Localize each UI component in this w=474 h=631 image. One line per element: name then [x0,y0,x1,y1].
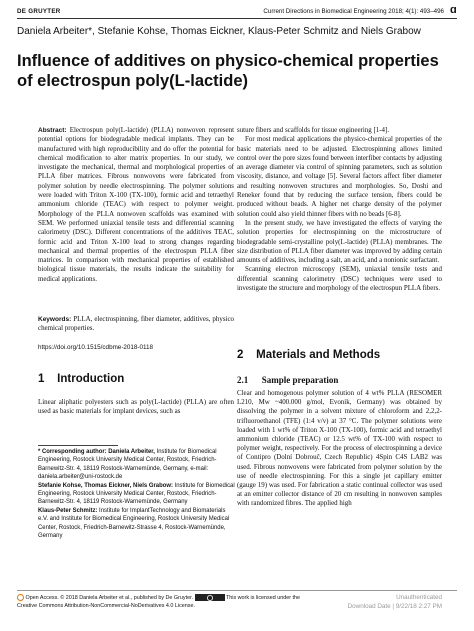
author-list: Daniela Arbeiter*, Stefanie Kohse, Thomas Eickner, Klaus-Peter Schmitz and Niels Grabow [17,26,421,37]
publisher-name: DE GRUYTER [17,8,61,15]
license-text-2: This work is licensed under the Creative Commons Attribution-NonCommercial-NoDerivatives 4.0 License. [17,594,300,609]
abstract-label: Abstract: [38,127,67,134]
doi-link[interactable]: https://doi.org/10.1515/cdbme-2018-0118 [38,344,154,351]
affiliation-3 [38,507,236,541]
open-access-icon: ɑ [450,4,457,16]
creative-commons-badge[interactable] [195,594,225,601]
article-title: Influence of additives on physico-chemical properties of electrospun poly(L-lactide) [17,52,439,90]
paragraph-4: Scanning electron microscopy (SEM), uniaxial tensile tests and differential scanning calorimetry (DSC) techniques were used to investigate the structure and morphology of the electrospun PLLA fibers. [237,265,442,293]
download-watermark [300,594,442,611]
journal-reference: Current Directions in Biomedical Engineering 2018; 4(1): 493–496 [263,8,444,15]
abstract [38,126,234,284]
open-access-lock-icon [17,594,24,601]
affiliation-3-text: Institute for ImplantTechnology and Biomaterials e.V. and Institute for Biomedical Engineering, Rostock University Medical Center, Rostock, Friedrich-Barnewitz-Strasse 4, Rostock-Warnemünde, Germany [38,507,230,540]
footnote-rule [38,445,118,446]
affiliation-1-text: Institute for Biomedical Engineering, Rostock University Medical Center, Rostock, Friedrich-Barnewitz-Str. 4, 18119 Rostock-Warnemünde, Germany, e-mail: daniela.arbeiter@uni-rostock.de [38,449,217,481]
watermark-line-1: Unauthenticated [396,594,442,601]
affiliation-2-name: Stefanie Kohse, Thomas Eickner, Niels Grabow: [38,482,173,489]
methods-text: Clear and homogenous polymer solution of 4 wt% PLLA (RESOMER L210, Mw ~400.000 g/mol, Evonik, Germany) was obtained by dissolving the polymer in a solvent mixture of chloroform and 2,2,2-trifluoroethanol (TFE) (1:4 v/v) at 37 °C. The polymer solutions were loaded with 1 wt% of Triton X-100 (TX-100), formic acid and tetraethyl ammonium chloride (TEAC) or 12.5 wt% of TX-100 with respect to polymer weight, respectively. For the process of electrospinning a device of Contipro (Dolní Dobrouč, Czech Republic) 4Spin C4S LAB2 was used. Fibrous nonwovens were fabricated from polymer solution by the use of needle electrospinning. For this a single jet capillary emitter (gauge 19) was used. For fabrication a static continual collector was used at an emitter collector distance of 20 cm resulting in nonwoven samples with randomized fibres. The applied high [237,389,442,508]
section-heading-materials: 2 Materials and Methods [237,349,381,361]
cc-icon [207,595,213,601]
paragraph-2: For most medical applications the physico-chemical properties of the basic materials need to be adjusted. Electrospinning allows limited control over the pore sizes found between interfiber contacts by adjusting an average diameter via control of spinning parameters, such as solution viscosity, distance, and voltage [5]. Several factors affect fiber diameter and resulting nonwoven structures and morphologies. So, Doshi and Reneker found that by reducing the surface tension, fibers could be produced without beads. A higher net charge density of the polymer solution could also yield thinner fibers with no beads [6-8]. [237,135,442,218]
abstract-text: Electrospun poly(L-lactide) (PLLA) nonwoven represent potential options for biodegradable medical implants. They can be manufactured with high reproducibility and do offer the potential for chemical modification to alter matrix properties. In our study, we investigate the mechanical, thermal and morphological properties of PLLA fiber matrices. Fibrous nonwovens were fabricated from polymer solution by needle electrospinning. The polymer solutions were loaded with Triton X-100 (TX-100), formic acid and tetraethyl ammonium chloride (TEAC) with respect to polymer weight. Morphology of the PLLA nonwoven scaffolds was examined with SEM. We performed uniaxial tensile tests and differential scanning calorimetry (DSC). Different concentrations of the additives TEAC, formic acid and Triton X-100 lead to strong changes regarding mechanical and thermal properties of the electrospun PLLA fiber matrices. In comparison with mechanical properties of established biological tissue materials, the results indicate the suitability for medical applications. [38,126,235,283]
affiliation-1-name: * Corresponding author: Daniela Arbeiter, [38,449,155,455]
subsection-heading-sample-preparation: 2.1 Sample preparation [237,375,339,385]
affiliation-2 [38,482,236,507]
introduction-text: Linear aliphatic polyesters such as poly(L-lactide) (PLLA) are often used as basic materials for implant devices, such as [38,398,234,416]
keywords [38,315,234,334]
footer-rule [17,590,457,591]
affiliations [38,448,236,540]
affiliation-3-name: Klaus-Peter Schmitz: [38,507,98,514]
header-rule [17,18,457,19]
keywords-label: Keywords: [38,316,72,323]
watermark-line-2: Download Date | 9/22/18 2:27 PM [347,602,442,610]
section-heading-introduction: 1 Introduction [38,373,125,385]
license-text-1: Open Access. © 2018 Daniela Arbeiter et al., published by De Gruyter. [24,594,194,601]
paragraph-1: suture fibers and scaffolds for tissue engineering [1-4]. [237,126,390,134]
license-footer [17,594,317,610]
affiliation-2-text: Institute for Biomedical Engineering, Rostock University Medical Center, Rostock, Friedrich-Barnewitz-Str. 4, 18119 Rostock-Warnemünde, Germany [38,482,235,506]
keywords-text: PLLA, electrospinning, fiber diameter, additives, physico chemical properties. [38,315,234,333]
paragraph-3: In the present study, we have investigated the effects of varying the solution properties for electrospinning on the microstructure of biodegradable semi-crystalline poly(L-lactide) (PLLA) membranes. The size distribution of PLLA fiber diameter was improved by adding certain amounts of additives, including a salt, an acid, and a nonionic surfactant. [237,218,442,265]
right-column-text [237,126,442,293]
affiliation-1 [38,448,236,482]
